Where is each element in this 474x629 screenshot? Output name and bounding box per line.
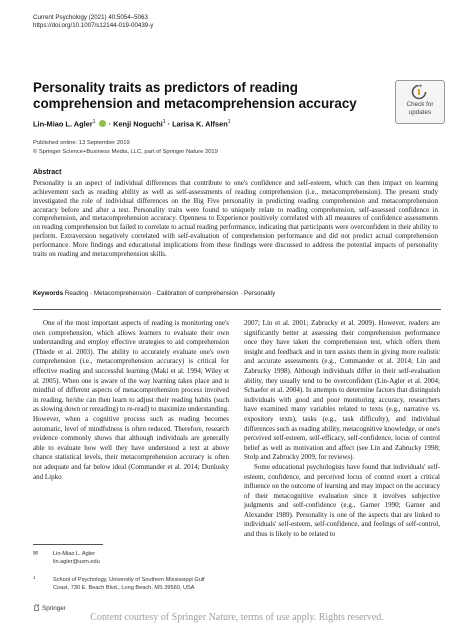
keywords-list: Reading · Metacomprehension · Calibration of comprehension · Personality [64,290,276,297]
author-name[interactable]: Larisa K. Alfsen [172,119,228,129]
publication-info [33,139,218,156]
keywords [33,290,275,297]
check-for-updates-icon [411,84,427,100]
footnote-divider [33,544,103,545]
author-affiliation-mark: 1 [227,119,231,125]
body-paragraph: One of the most important aspects of reading is monitoring one's own comprehension, which allows learners to evaluate their own understanding and employ effective strategies to aid comprehension (Thiede et al. 2003). The ability to accurately evaluate one's own comprehension (i.e., metacomprehension accuracy) is critical for effective reading and successful learning (Maki et al. 1994; Wiley et al. 2005). When one is aware of the way learning takes place and is mindful of different aspects of metacomprehension process involved in reading, he/she can then learn to adjust their reading habits (such as slowing down or rereading) to re-read) to maximize understanding. However, when a cognitive process such as reading becomes automatic, level of mindfulness is often reduced. Therefore, research evidence commonly shows that although individuals are generally able to evaluate how well they have understood a text at above chance statistical levels, their metacomprehension accuracy is often not adequate and far below ideal (Commander et al. 2014; Dunlosky and Lipko [33,319,229,481]
springer-horse-icon [33,604,40,611]
copyright-line: © Springer Science+Business Media, LLC, part of Springer Nature 2019 [33,148,218,155]
affiliation-mark: 1 [33,575,36,580]
body-column-left [33,319,229,482]
body-paragraph-continued: 2007; Lin et al. 2001; Zabrucky et al. 2009). However, readers are significantly better at assessing their comprehension performance once they have taken the comprehension test, which offers them insight and feedback and in turn assists them in giving more realistic and accurate assessments (e.g., Commander et al. 2014; Lin and Zabrucky 1998). Although individuals differ in their self-evaluation ability, they usually tend to be overconfident (Lin-Agler et al. 2004; Schaefer et al. 2004). In attempts to determine factors that distinguish individuals with good and poor monitoring accuracy, researchers have examined many variables related to texts (e.g., narrative vs. expository texts), tasks (e.g., task difficulty), and individual differences such as reading ability, metacognitive knowledge, or one's perceived self-esteem, self-efficacy, self-confidence, locus of control belief as well as motivation and affect (see Lin and Zabrucky 1998; Stolp and Zabrucky 2009, for reviews). [244,319,440,462]
corresponding-author: Lin-Miao L. Agler [53,551,95,557]
envelope-icon: ✉ [33,551,39,557]
author-email-link[interactable]: lin.agler@usm.edu [53,559,100,565]
check-for-updates-badge[interactable] [395,80,445,124]
article-title: Personality traits as predictors of reading comprehension and metacomprehension accuracy [33,80,357,111]
publisher-name: Springer [42,605,66,612]
author-affiliation-mark: 1 [92,119,96,125]
affiliation-line: School of Psychology, University of Southern Mississippi Gulf [53,577,205,583]
abstract-heading: Abstract [33,169,62,176]
affiliation-line: Coast, 730 E. Beach Blvd., Long Beach, MS 39560, USA [53,585,195,591]
body-column-right [244,319,440,540]
badge-line-1: Check for [406,101,434,108]
orcid-icon[interactable] [99,120,106,127]
author-name[interactable]: Kenji Noguchi [113,119,163,129]
author-affiliation-mark: 1 [162,119,166,125]
body-paragraph: Some educational psychologists have found that individuals' self-esteem, confidence, and perceived locus of control exert a critical influence on the outcome of learning and may impact on the accuracy of their metacognitive evaluation since it involves subjective judgments and self-confidence (e.g., Garner 1990; Garner and Alexander 1989). Personality is one of the aspects that are linked to individuals' self-esteem, self-confidence, and feelings of self-control, and thus is likely to be related to [244,462,440,539]
abstract-text: Personality is an aspect of individual differences that contribute to one's confidence and self-esteem, which can then impact on learning achievement such as reading ability as well as self-assessments of reading comprehension (i.e., metacomprehension). The present study investigated the role of individual differences on the Big Five personality in predicting reading comprehension and metacomprehension accuracy before and after a test. Personality traits were found to uniquely relate to reading comprehension, self-assessed confidence in comprehension, and metacomprehension accuracy. Openness to Experience positively correlated with all measures of confidence assessments on reading comprehension but failed to correlate to actual reading performance, indicating that participants were overconfident in their ability to perform. Extraversion negatively correlated with self-evaluation of comprehension performance and did not predict actual comprehension performance. More findings and educational implications from these findings were discussed to address the potential impacts of personality traits on reading and metacomprehension skills. [33,179,438,258]
published-date: Published online: 13 September 2019 [33,140,130,146]
courtesy-watermark: Content courtesy of Springer Nature, terms of use apply. Rights reserved. [90,612,384,623]
journal-info [33,14,153,30]
author-separator: · [108,119,112,129]
author-name[interactable]: Lin-Miao L. Agler [33,119,93,129]
journal-citation: Current Psychology (2021) 40:5054–5063 [33,14,148,21]
keywords-label: Keywords [33,290,64,297]
author-separator: · [167,119,171,129]
doi-link[interactable]: https://doi.org/10.1007/s12144-019-00439-y [33,22,154,29]
section-divider [33,309,441,310]
badge-line-2: updates [408,109,432,116]
author-list [33,119,231,128]
publisher-mark [33,604,66,612]
